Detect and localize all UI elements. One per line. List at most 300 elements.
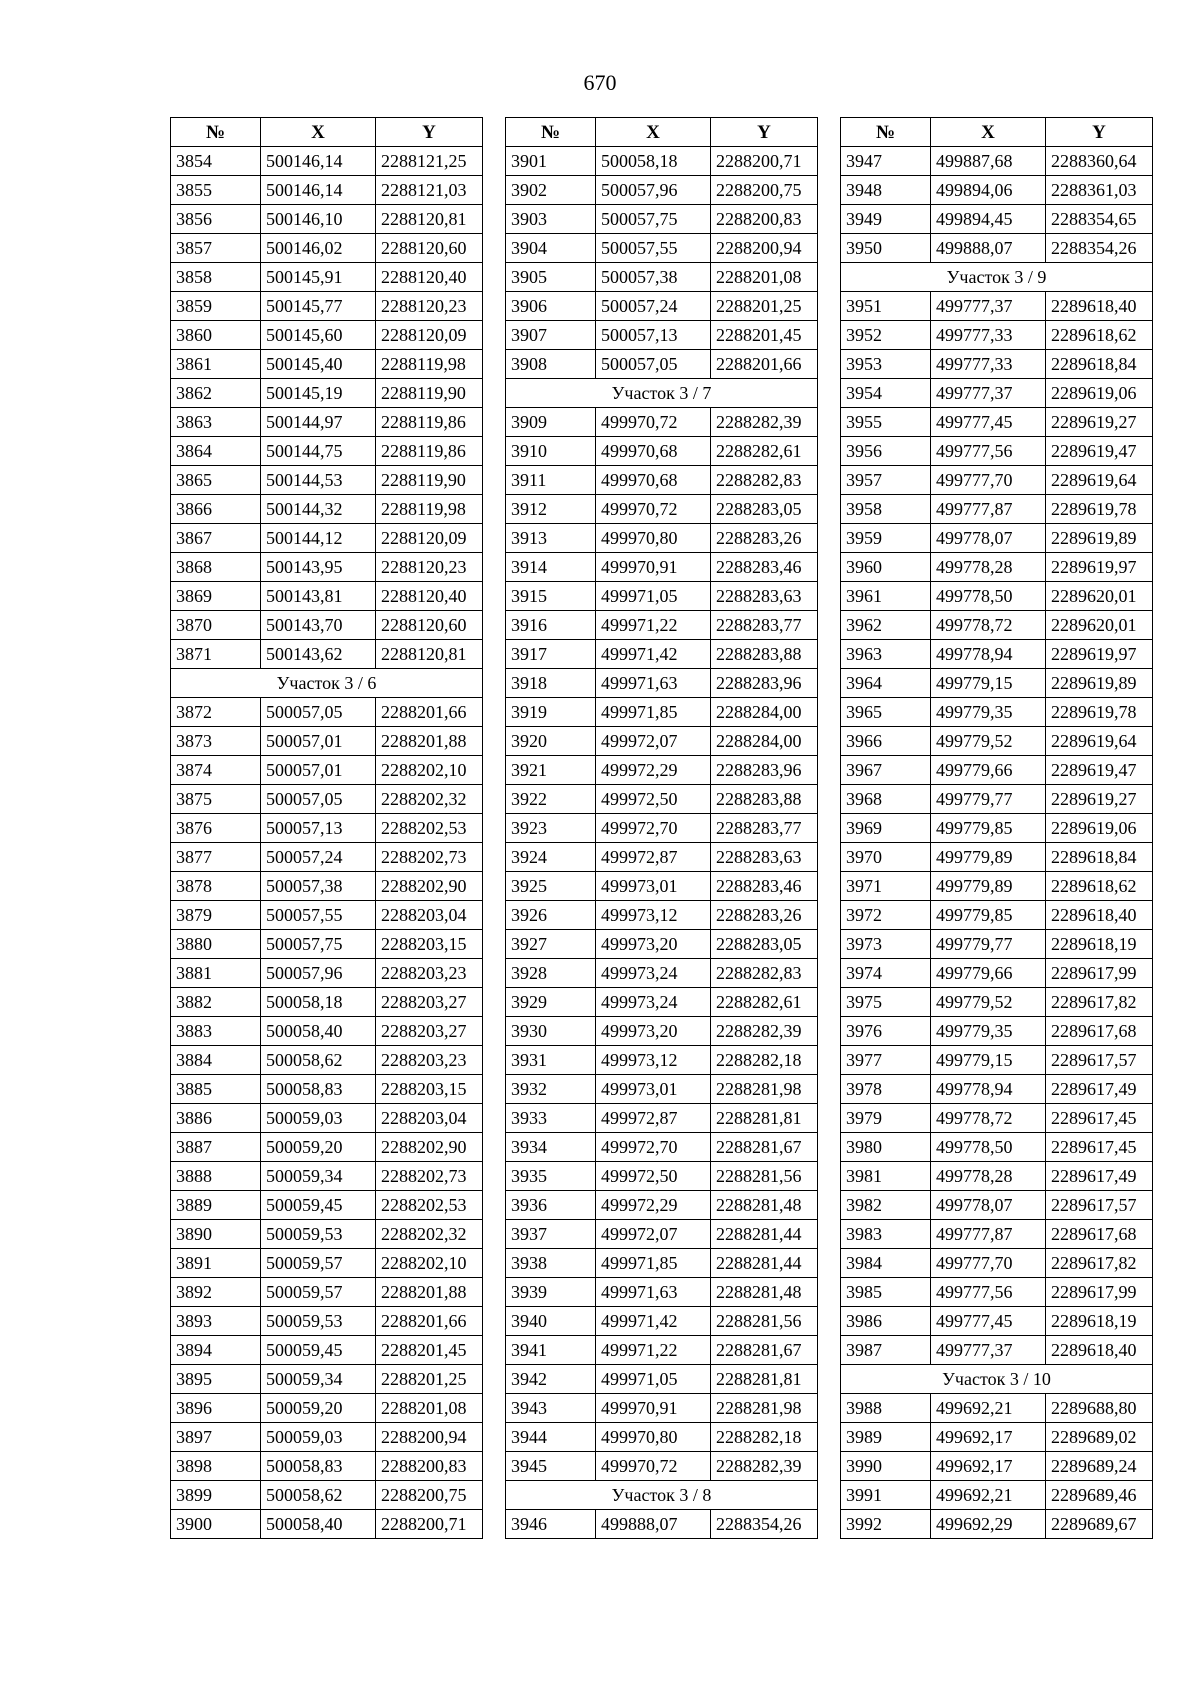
y-coordinate-cell: 2288201,66 [711, 350, 818, 379]
header-y: Y [376, 118, 483, 147]
x-coordinate-cell: 499778,94 [931, 640, 1046, 669]
y-coordinate-cell: 2288283,63 [711, 843, 818, 872]
table-row [171, 698, 483, 727]
y-coordinate-cell: 2289617,57 [1046, 1046, 1153, 1075]
y-coordinate-cell: 2288282,39 [711, 408, 818, 437]
x-coordinate-cell: 499777,87 [931, 495, 1046, 524]
x-coordinate-cell: 500059,53 [261, 1307, 376, 1336]
table-row [841, 1452, 1153, 1481]
x-coordinate-cell: 500057,96 [596, 176, 711, 205]
point-number-cell: 3860 [171, 321, 261, 350]
x-coordinate-cell: 499971,63 [596, 669, 711, 698]
table-row [506, 930, 818, 959]
y-coordinate-cell: 2289617,45 [1046, 1104, 1153, 1133]
x-coordinate-cell: 500143,62 [261, 640, 376, 669]
y-coordinate-cell: 2289617,82 [1046, 1249, 1153, 1278]
y-coordinate-cell: 2289618,40 [1046, 1336, 1153, 1365]
point-number-cell: 3984 [841, 1249, 931, 1278]
y-coordinate-cell: 2288283,26 [711, 901, 818, 930]
x-coordinate-cell: 500059,20 [261, 1133, 376, 1162]
point-number-cell: 3873 [171, 727, 261, 756]
x-coordinate-cell: 500059,34 [261, 1162, 376, 1191]
point-number-cell: 3858 [171, 263, 261, 292]
x-coordinate-cell: 500059,57 [261, 1249, 376, 1278]
header-y: Y [1046, 118, 1153, 147]
y-coordinate-cell: 2289619,78 [1046, 698, 1153, 727]
point-number-cell: 3985 [841, 1278, 931, 1307]
x-coordinate-cell: 499779,77 [931, 785, 1046, 814]
y-coordinate-cell: 2288120,09 [376, 321, 483, 350]
point-number-cell: 3942 [506, 1365, 596, 1394]
point-number-cell: 3874 [171, 756, 261, 785]
y-coordinate-cell: 2288119,86 [376, 408, 483, 437]
y-coordinate-cell: 2288119,86 [376, 437, 483, 466]
x-coordinate-cell: 499972,50 [596, 785, 711, 814]
section-title: Участок 3 / 9 [841, 263, 1153, 292]
x-coordinate-cell: 500057,38 [261, 872, 376, 901]
x-coordinate-cell: 499971,42 [596, 1307, 711, 1336]
x-coordinate-cell: 499779,52 [931, 727, 1046, 756]
point-number-cell: 3936 [506, 1191, 596, 1220]
table-row [841, 466, 1153, 495]
point-number-cell: 3917 [506, 640, 596, 669]
x-coordinate-cell: 500057,75 [261, 930, 376, 959]
table-row [506, 524, 818, 553]
table-row [841, 1510, 1153, 1539]
point-number-cell: 3948 [841, 176, 931, 205]
y-coordinate-cell: 2288282,61 [711, 437, 818, 466]
point-number-cell: 3952 [841, 321, 931, 350]
y-coordinate-cell: 2288121,03 [376, 176, 483, 205]
y-coordinate-cell: 2289617,68 [1046, 1220, 1153, 1249]
table-row [506, 1336, 818, 1365]
table-row [841, 959, 1153, 988]
table-row [171, 292, 483, 321]
point-number-cell: 3960 [841, 553, 931, 582]
x-coordinate-cell: 499777,70 [931, 466, 1046, 495]
table-row [841, 611, 1153, 640]
point-number-cell: 3945 [506, 1452, 596, 1481]
x-coordinate-cell: 500058,40 [261, 1510, 376, 1539]
table-row [506, 205, 818, 234]
y-coordinate-cell: 2289618,84 [1046, 843, 1153, 872]
table-row [841, 176, 1153, 205]
point-number-cell: 3868 [171, 553, 261, 582]
y-coordinate-cell: 2289619,47 [1046, 437, 1153, 466]
table-row [506, 640, 818, 669]
y-coordinate-cell: 2288284,00 [711, 698, 818, 727]
y-coordinate-cell: 2289618,62 [1046, 872, 1153, 901]
y-coordinate-cell: 2289619,27 [1046, 408, 1153, 437]
table-row [171, 1423, 483, 1452]
x-coordinate-cell: 499692,21 [931, 1394, 1046, 1423]
y-coordinate-cell: 2288200,83 [711, 205, 818, 234]
x-coordinate-cell: 499888,07 [931, 234, 1046, 263]
x-coordinate-cell: 500145,91 [261, 263, 376, 292]
point-number-cell: 3900 [171, 1510, 261, 1539]
point-number-cell: 3884 [171, 1046, 261, 1075]
y-coordinate-cell: 2288354,26 [711, 1510, 818, 1539]
point-number-cell: 3855 [171, 176, 261, 205]
y-coordinate-cell: 2288282,83 [711, 959, 818, 988]
x-coordinate-cell: 500059,03 [261, 1104, 376, 1133]
y-coordinate-cell: 2288120,40 [376, 263, 483, 292]
y-coordinate-cell: 2288202,73 [376, 843, 483, 872]
point-number-cell: 3870 [171, 611, 261, 640]
y-coordinate-cell: 2288283,77 [711, 814, 818, 843]
point-number-cell: 3876 [171, 814, 261, 843]
y-coordinate-cell: 2289619,89 [1046, 669, 1153, 698]
point-number-cell: 3932 [506, 1075, 596, 1104]
point-number-cell: 3898 [171, 1452, 261, 1481]
table-header-row [506, 118, 818, 147]
y-coordinate-cell: 2288282,18 [711, 1046, 818, 1075]
table-row [506, 1394, 818, 1423]
point-number-cell: 3991 [841, 1481, 931, 1510]
x-coordinate-cell: 499777,37 [931, 379, 1046, 408]
x-coordinate-cell: 499779,35 [931, 1017, 1046, 1046]
table-row [841, 1336, 1153, 1365]
x-coordinate-cell: 499779,85 [931, 901, 1046, 930]
y-coordinate-cell: 2288200,94 [376, 1423, 483, 1452]
point-number-cell: 3880 [171, 930, 261, 959]
x-coordinate-cell: 499972,70 [596, 1133, 711, 1162]
x-coordinate-cell: 499777,87 [931, 1220, 1046, 1249]
table-row [506, 814, 818, 843]
point-number-cell: 3859 [171, 292, 261, 321]
x-coordinate-cell: 499779,35 [931, 698, 1046, 727]
x-coordinate-cell: 499970,72 [596, 495, 711, 524]
y-coordinate-cell: 2288281,56 [711, 1307, 818, 1336]
header-number: № [841, 118, 931, 147]
x-coordinate-cell: 500057,55 [261, 901, 376, 930]
x-coordinate-cell: 499973,12 [596, 1046, 711, 1075]
table-row [841, 1133, 1153, 1162]
y-coordinate-cell: 2288281,98 [711, 1075, 818, 1104]
y-coordinate-cell: 2288281,44 [711, 1249, 818, 1278]
x-coordinate-cell: 499779,66 [931, 959, 1046, 988]
x-coordinate-cell: 500057,96 [261, 959, 376, 988]
table-row [506, 553, 818, 582]
table-row [841, 437, 1153, 466]
x-coordinate-cell: 500058,18 [261, 988, 376, 1017]
y-coordinate-cell: 2289617,57 [1046, 1191, 1153, 1220]
y-coordinate-cell: 2288201,45 [711, 321, 818, 350]
table-row [506, 901, 818, 930]
table-row [506, 698, 818, 727]
point-number-cell: 3912 [506, 495, 596, 524]
y-coordinate-cell: 2288201,88 [376, 1278, 483, 1307]
point-number-cell: 3890 [171, 1220, 261, 1249]
point-number-cell: 3866 [171, 495, 261, 524]
y-coordinate-cell: 2289619,64 [1046, 727, 1153, 756]
coordinates-table-3 [840, 117, 1153, 1539]
y-coordinate-cell: 2288360,64 [1046, 147, 1153, 176]
y-coordinate-cell: 2289617,99 [1046, 1278, 1153, 1307]
point-number-cell: 3955 [841, 408, 931, 437]
y-coordinate-cell: 2288281,81 [711, 1104, 818, 1133]
table-row [506, 1510, 818, 1539]
point-number-cell: 3978 [841, 1075, 931, 1104]
header-number: № [171, 118, 261, 147]
point-number-cell: 3969 [841, 814, 931, 843]
x-coordinate-cell: 499970,72 [596, 408, 711, 437]
x-coordinate-cell: 500057,75 [596, 205, 711, 234]
point-number-cell: 3907 [506, 321, 596, 350]
coordinates-table-1 [170, 117, 483, 1539]
y-coordinate-cell: 2288203,04 [376, 1104, 483, 1133]
table-row [171, 379, 483, 408]
table-row [171, 1133, 483, 1162]
point-number-cell: 3888 [171, 1162, 261, 1191]
y-coordinate-cell: 2288202,10 [376, 1249, 483, 1278]
x-coordinate-cell: 500057,13 [261, 814, 376, 843]
table-row [171, 205, 483, 234]
point-number-cell: 3916 [506, 611, 596, 640]
table-row [171, 1191, 483, 1220]
table-row [171, 524, 483, 553]
x-coordinate-cell: 499972,87 [596, 843, 711, 872]
table-row [171, 1510, 483, 1539]
point-number-cell: 3875 [171, 785, 261, 814]
point-number-cell: 3933 [506, 1104, 596, 1133]
table-row [506, 1278, 818, 1307]
table-row [171, 1075, 483, 1104]
point-number-cell: 3904 [506, 234, 596, 263]
y-coordinate-cell: 2289618,40 [1046, 901, 1153, 930]
point-number-cell: 3869 [171, 582, 261, 611]
point-number-cell: 3937 [506, 1220, 596, 1249]
y-coordinate-cell: 2289618,19 [1046, 930, 1153, 959]
table-row [841, 553, 1153, 582]
y-coordinate-cell: 2288202,73 [376, 1162, 483, 1191]
point-number-cell: 3971 [841, 872, 931, 901]
x-coordinate-cell: 499778,94 [931, 1075, 1046, 1104]
point-number-cell: 3949 [841, 205, 931, 234]
x-coordinate-cell: 499779,89 [931, 872, 1046, 901]
y-coordinate-cell: 2289617,49 [1046, 1162, 1153, 1191]
y-coordinate-cell: 2288361,03 [1046, 176, 1153, 205]
x-coordinate-cell: 499777,33 [931, 321, 1046, 350]
x-coordinate-cell: 500057,24 [596, 292, 711, 321]
section-header-row [506, 379, 818, 408]
point-number-cell: 3913 [506, 524, 596, 553]
x-coordinate-cell: 500145,60 [261, 321, 376, 350]
y-coordinate-cell: 2288203,04 [376, 901, 483, 930]
point-number-cell: 3926 [506, 901, 596, 930]
x-coordinate-cell: 499778,07 [931, 524, 1046, 553]
x-coordinate-cell: 500057,01 [261, 756, 376, 785]
table-row [171, 1278, 483, 1307]
point-number-cell: 3920 [506, 727, 596, 756]
table-row [841, 814, 1153, 843]
table-row [841, 1481, 1153, 1510]
y-coordinate-cell: 2288119,90 [376, 466, 483, 495]
y-coordinate-cell: 2289619,64 [1046, 466, 1153, 495]
x-coordinate-cell: 499970,72 [596, 1452, 711, 1481]
y-coordinate-cell: 2288201,25 [376, 1365, 483, 1394]
page-number: 670 [583, 70, 617, 95]
table-row [171, 1046, 483, 1075]
table-row [506, 1307, 818, 1336]
header-x: X [931, 118, 1046, 147]
x-coordinate-cell: 500143,81 [261, 582, 376, 611]
table-row [841, 640, 1153, 669]
table-row [841, 234, 1153, 263]
y-coordinate-cell: 2288200,75 [376, 1481, 483, 1510]
point-number-cell: 3905 [506, 263, 596, 292]
table-row [841, 408, 1153, 437]
x-coordinate-cell: 499779,66 [931, 756, 1046, 785]
y-coordinate-cell: 2288120,60 [376, 611, 483, 640]
table-row [171, 1336, 483, 1365]
x-coordinate-cell: 499971,05 [596, 1365, 711, 1394]
section-header-row [841, 263, 1153, 292]
y-coordinate-cell: 2288203,27 [376, 1017, 483, 1046]
header-y: Y [711, 118, 818, 147]
table-row [506, 582, 818, 611]
y-coordinate-cell: 2289620,01 [1046, 611, 1153, 640]
point-number-cell: 3957 [841, 466, 931, 495]
point-number-cell: 3965 [841, 698, 931, 727]
x-coordinate-cell: 499972,87 [596, 1104, 711, 1133]
point-number-cell: 3924 [506, 843, 596, 872]
point-number-cell: 3909 [506, 408, 596, 437]
x-coordinate-cell: 499779,15 [931, 1046, 1046, 1075]
point-number-cell: 3908 [506, 350, 596, 379]
y-coordinate-cell: 2289619,97 [1046, 553, 1153, 582]
table-row [841, 1075, 1153, 1104]
y-coordinate-cell: 2288120,60 [376, 234, 483, 263]
point-number-cell: 3903 [506, 205, 596, 234]
y-coordinate-cell: 2289617,82 [1046, 988, 1153, 1017]
table-row [506, 843, 818, 872]
point-number-cell: 3919 [506, 698, 596, 727]
y-coordinate-cell: 2288200,94 [711, 234, 818, 263]
x-coordinate-cell: 500146,14 [261, 176, 376, 205]
table-row [841, 205, 1153, 234]
table-row [506, 408, 818, 437]
point-number-cell: 3959 [841, 524, 931, 553]
x-coordinate-cell: 499971,63 [596, 1278, 711, 1307]
table-row [841, 1249, 1153, 1278]
y-coordinate-cell: 2288354,65 [1046, 205, 1153, 234]
x-coordinate-cell: 499887,68 [931, 147, 1046, 176]
point-number-cell: 3918 [506, 669, 596, 698]
y-coordinate-cell: 2289618,40 [1046, 292, 1153, 321]
table-row [171, 437, 483, 466]
y-coordinate-cell: 2289689,67 [1046, 1510, 1153, 1539]
table-row [171, 263, 483, 292]
y-coordinate-cell: 2289619,27 [1046, 785, 1153, 814]
point-number-cell: 3954 [841, 379, 931, 408]
point-number-cell: 3893 [171, 1307, 261, 1336]
x-coordinate-cell: 500058,83 [261, 1075, 376, 1104]
point-number-cell: 3883 [171, 1017, 261, 1046]
y-coordinate-cell: 2288281,98 [711, 1394, 818, 1423]
table-row [841, 901, 1153, 930]
table-row [506, 872, 818, 901]
y-coordinate-cell: 2288203,15 [376, 1075, 483, 1104]
x-coordinate-cell: 499973,01 [596, 1075, 711, 1104]
section-header-row [506, 1481, 818, 1510]
table-header-row [171, 118, 483, 147]
table-row [841, 1394, 1153, 1423]
table-row [171, 1481, 483, 1510]
point-number-cell: 3854 [171, 147, 261, 176]
point-number-cell: 3987 [841, 1336, 931, 1365]
table-row [506, 292, 818, 321]
y-coordinate-cell: 2288201,08 [376, 1394, 483, 1423]
table-row [171, 350, 483, 379]
x-coordinate-cell: 499970,80 [596, 524, 711, 553]
table-row [171, 1307, 483, 1336]
point-number-cell: 3897 [171, 1423, 261, 1452]
point-number-cell: 3983 [841, 1220, 931, 1249]
x-coordinate-cell: 499888,07 [596, 1510, 711, 1539]
x-coordinate-cell: 500144,32 [261, 495, 376, 524]
table-row [506, 437, 818, 466]
x-coordinate-cell: 500059,20 [261, 1394, 376, 1423]
point-number-cell: 3901 [506, 147, 596, 176]
y-coordinate-cell: 2288120,09 [376, 524, 483, 553]
y-coordinate-cell: 2288283,88 [711, 785, 818, 814]
point-number-cell: 3857 [171, 234, 261, 263]
point-number-cell: 3976 [841, 1017, 931, 1046]
y-coordinate-cell: 2289619,06 [1046, 379, 1153, 408]
table-row [841, 1191, 1153, 1220]
x-coordinate-cell: 500143,70 [261, 611, 376, 640]
y-coordinate-cell: 2288283,26 [711, 524, 818, 553]
section-title: Участок 3 / 6 [171, 669, 483, 698]
point-number-cell: 3891 [171, 1249, 261, 1278]
table-row [171, 408, 483, 437]
section-header-row [171, 669, 483, 698]
table-row [506, 1075, 818, 1104]
x-coordinate-cell: 499970,68 [596, 437, 711, 466]
header-x: X [596, 118, 711, 147]
x-coordinate-cell: 500146,14 [261, 147, 376, 176]
table-row [506, 350, 818, 379]
y-coordinate-cell: 2288281,67 [711, 1336, 818, 1365]
point-number-cell: 3944 [506, 1423, 596, 1452]
point-number-cell: 3885 [171, 1075, 261, 1104]
y-coordinate-cell: 2289619,97 [1046, 640, 1153, 669]
x-coordinate-cell: 500057,38 [596, 263, 711, 292]
y-coordinate-cell: 2288281,48 [711, 1278, 818, 1307]
point-number-cell: 3950 [841, 234, 931, 263]
x-coordinate-cell: 500057,05 [596, 350, 711, 379]
table-row [506, 495, 818, 524]
y-coordinate-cell: 2288282,39 [711, 1017, 818, 1046]
point-number-cell: 3925 [506, 872, 596, 901]
x-coordinate-cell: 500146,02 [261, 234, 376, 263]
table-row [506, 147, 818, 176]
y-coordinate-cell: 2288201,25 [711, 292, 818, 321]
y-coordinate-cell: 2289617,68 [1046, 1017, 1153, 1046]
y-coordinate-cell: 2289618,62 [1046, 321, 1153, 350]
x-coordinate-cell: 499778,07 [931, 1191, 1046, 1220]
table-row [506, 669, 818, 698]
point-number-cell: 3953 [841, 350, 931, 379]
y-coordinate-cell: 2289689,02 [1046, 1423, 1153, 1452]
point-number-cell: 3956 [841, 437, 931, 466]
y-coordinate-cell: 2288284,00 [711, 727, 818, 756]
x-coordinate-cell: 499692,21 [931, 1481, 1046, 1510]
y-coordinate-cell: 2288282,83 [711, 466, 818, 495]
table-row [171, 959, 483, 988]
point-number-cell: 3881 [171, 959, 261, 988]
